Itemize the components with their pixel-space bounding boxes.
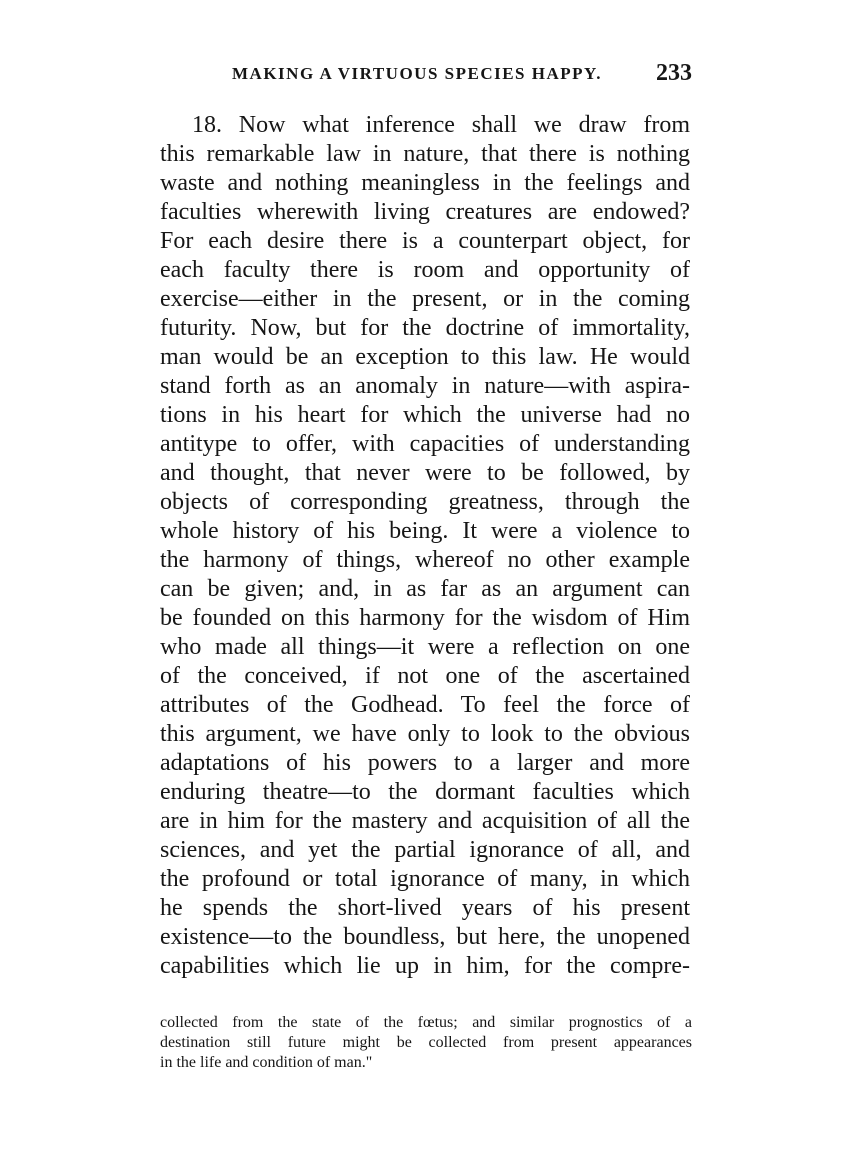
- text-line: who made all things—it were a reflection on one: [160, 634, 690, 660]
- text-line: can be given; and, in as far as an argument can: [160, 576, 690, 602]
- text-line: he spends the short-lived years of his present: [160, 895, 690, 921]
- text-line: man would be an exception to this law. He would: [160, 344, 690, 370]
- footnote-line: destination still future might be collected from present appearances: [160, 1034, 692, 1051]
- running-title: MAKING A VIRTUOUS SPECIES HAPPY.: [232, 64, 602, 83]
- text-line: For each desire there is a counterpart object, for: [160, 228, 690, 254]
- footnote-line: in the life and condition of man.": [160, 1054, 373, 1071]
- text-line: this argument, we have only to look to the obvious: [160, 721, 690, 747]
- text-line: the harmony of things, whereof no other example: [160, 547, 690, 573]
- text-line: exercise—either in the present, or in the coming: [160, 286, 690, 312]
- text-line: stand forth as an anomaly in nature—with aspira-: [160, 373, 690, 399]
- text-line: adaptations of his powers to a larger and more: [160, 750, 690, 776]
- text-line: and thought, that never were to be followed, by: [160, 460, 690, 486]
- text-line: are in him for the mastery and acquisition of all the: [160, 808, 690, 834]
- text-line: be founded on this harmony for the wisdom of Him: [160, 605, 690, 631]
- text-line: sciences, and yet the partial ignorance of all, and: [160, 837, 690, 863]
- text-line: each faculty there is room and opportunity of: [160, 257, 690, 283]
- text-line: attributes of the Godhead. To feel the force of: [160, 692, 690, 718]
- text-line: the profound or total ignorance of many, in which: [160, 866, 690, 892]
- body-paragraph: [160, 111, 690, 981]
- text-line: objects of corresponding greatness, through the: [160, 489, 690, 515]
- text-line: this remarkable law in nature, that there is nothing: [160, 141, 690, 167]
- text-line: of the conceived, if not one of the ascertained: [160, 663, 690, 689]
- footnote-line: collected from the state of the fœtus; and similar prognostics of a: [160, 1014, 692, 1031]
- text-line: waste and nothing meaningless in the feelings and: [160, 170, 690, 196]
- text-line: whole history of his being. It were a violence to: [160, 518, 690, 544]
- text-line: faculties wherewith living creatures are endowed?: [160, 199, 690, 225]
- text-line: antitype to offer, with capacities of understanding: [160, 431, 690, 457]
- text-line: capabilities which lie up in him, for the compre-: [160, 953, 690, 979]
- text-line: futurity. Now, but for the doctrine of immortality,: [160, 315, 690, 341]
- text-line: existence—to the boundless, but here, the unopened: [160, 924, 690, 950]
- text-line: enduring theatre—to the dormant faculties which: [160, 779, 690, 805]
- footnote: [160, 1013, 692, 1073]
- page-number: 233: [656, 60, 692, 86]
- running-head: [160, 60, 692, 94]
- text-line: 18. Now what inference shall we draw from: [192, 112, 690, 138]
- text-line: tions in his heart for which the universe had no: [160, 402, 690, 428]
